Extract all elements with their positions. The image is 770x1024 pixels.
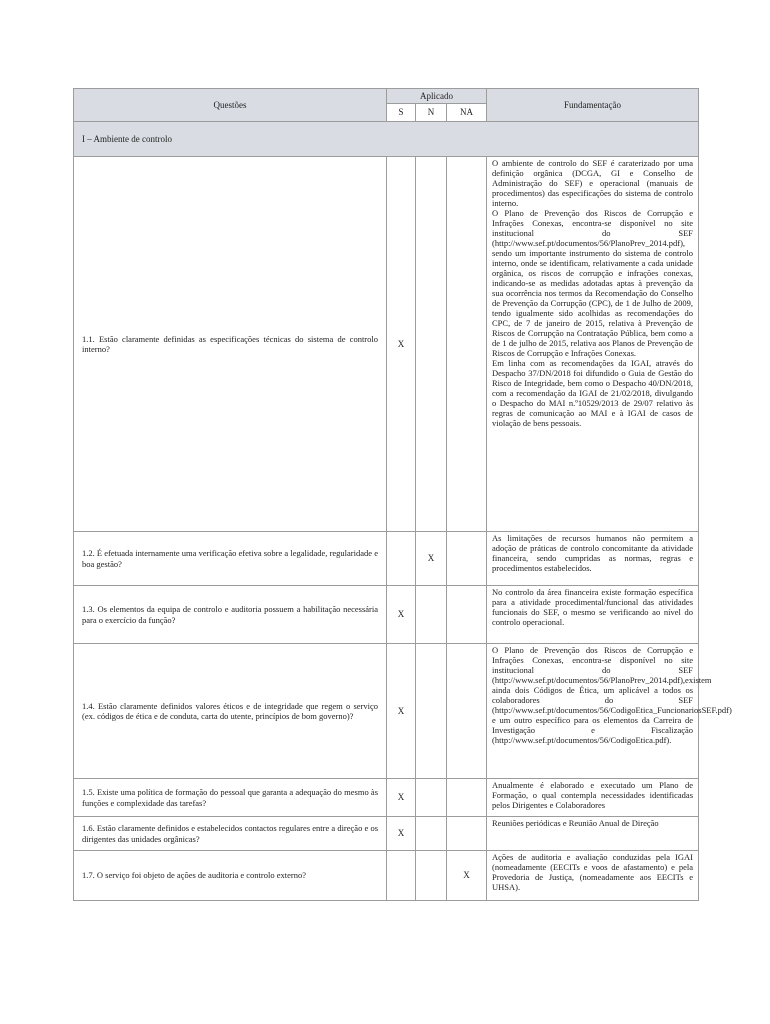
fundamentacao-paragraph: O ambiente de controlo do SEF é caraterizado por uma definição orgânica (DCGA, GI e Conselho de Administração do SEF) e operacional (manuais de procedimentos) das especificações do sistema de controlo interno.	[492, 158, 694, 209]
mark-s: X	[387, 644, 416, 779]
mark-s: X	[387, 779, 416, 817]
table-row	[74, 532, 699, 586]
fundamentacao-cell	[487, 817, 699, 851]
header-s: S	[387, 104, 416, 122]
fundamentacao-cell	[487, 644, 732, 779]
fundamentacao-cell	[487, 532, 699, 586]
question-text: 1.7. O serviço foi objeto de ações de auditoria e controlo externo?	[74, 851, 387, 901]
fundamentacao-cell	[487, 157, 699, 532]
question-text: 1.1. Estão claramente definidas as especificações técnicas do sistema de controlo interno?	[74, 157, 387, 532]
table-row	[74, 851, 699, 901]
header-fundamentacao: Fundamentação	[487, 89, 699, 122]
table-row	[74, 157, 699, 532]
fundamentacao-paragraph: O Plano de Prevenção dos Riscos de Corrupção e Infrações Conexas, encontra-se disponível no site institucional do SEF (http://www.sef.pt/documentos/56/PlanoPrev_2014.pdf), sendo um importante instrumento do sistema de controlo interno, onde se identificam, relativamente a cada unidade orgânica, os riscos de corrupção e infrações conexas, indicando-se as medidas adotadas aptas à prevenção da sua ocorrência nos termos da Recomendação do Conselho de Prevenção da Corrupção (CPC), de 1 de Julho de 2009, tendo igualmente sido acolhidas as recomendações do CPC, de 7 de janeiro de 2015, relativa à Prevenção de Riscos de Corrupção na Contratação Pública, bem como a de 1 de julho de 2015, relativa aos Planos de Prevenção de Riscos de Corrupção e Infrações Conexas.	[492, 208, 694, 359]
mark-na	[447, 157, 487, 532]
mark-na	[447, 532, 487, 586]
mark-n	[416, 157, 447, 532]
header-questoes: Questões	[74, 89, 387, 122]
mark-n	[416, 586, 447, 644]
question-text: 1.5. Existe uma política de formação do pessoal que garanta a adequação do mesmo às funções e complexidade das tarefas?	[74, 779, 387, 817]
mark-n	[416, 779, 447, 817]
mark-n: X	[416, 532, 447, 586]
question-text: 1.2. É efetuada internamente uma verificação efetiva sobre a legalidade, regularidade e boa gestão?	[74, 532, 387, 586]
mark-s	[387, 851, 416, 901]
mark-n	[416, 851, 447, 901]
table-row	[74, 586, 699, 644]
table-row	[74, 779, 699, 817]
checklist-table	[73, 88, 732, 901]
mark-n	[416, 644, 447, 779]
header-na: NA	[447, 104, 487, 122]
mark-s	[387, 532, 416, 586]
header-n: N	[416, 104, 447, 122]
mark-s: X	[387, 817, 416, 851]
mark-s: X	[387, 157, 416, 532]
table-body	[74, 122, 732, 901]
question-text: 1.6. Estão claramente definidos e estabelecidos contactos regulares entre a direção e os dirigentes das unidades orgânicas?	[74, 817, 387, 851]
fundamentacao-paragraph: Reuniões periódicas e Reunião Anual de Direção	[492, 818, 659, 828]
mark-s: X	[387, 586, 416, 644]
mark-na	[447, 779, 487, 817]
header-aplicado: Aplicado	[387, 89, 487, 104]
fundamentacao-cell	[487, 779, 699, 817]
question-text: 1.4. Estão claramente definidos valores éticos e de integridade que regem o serviço (ex. códigos de ética e de conduta, carta do utente, princípios de bom governo)?	[74, 644, 387, 779]
mark-na: X	[447, 851, 487, 901]
mark-na	[447, 586, 487, 644]
fundamentacao-paragraph: Em linha com as recomendações da IGAI, através do Despacho 37/DN/2018 foi difundido o Guia de Gestão do Risco de Integridade, bem como o Despacho 40/DN/2018, com a recomendação da IGAI de 21/02/2018, divulgando o Despacho do MAI n.º10529/2013 de 29/07 relativo às regras de comunicação ao MAI e à IGAI de casos de violação de bens pessoais.	[492, 358, 694, 429]
section-title: I – Ambiente de controlo	[74, 122, 699, 157]
fundamentacao-paragraph: O Plano de Prevenção dos Riscos de Corrupção e Infrações Conexas, encontra-se disponível no site institucional do SEF (http://www.sef.pt/documentos/56/PlanoPrev_2014.pdf),existem ainda dois Códigos de Ética, um aplicável a todos os colaboradores do SEF (http://www.sef.pt/documentos/56/CodigoEtica_FuncionariosSEF.pdf) e um outro específico para os elementos da Carreira de Investigação e Fiscalização (http://www.sef.pt/documentos/56/CodigoEtica.pdf).	[492, 645, 732, 746]
fundamentacao-cell	[487, 586, 699, 644]
fundamentacao-paragraph: Anualmente é elaborado e executado um Plano de Formação, o qual contempla necessidades identificadas pelos Dirigentes e Colaboradores	[492, 780, 694, 811]
table-row	[74, 817, 699, 851]
question-text: 1.3. Os elementos da equipa de controlo e auditoria possuem a habilitação necessária para o exercício da função?	[74, 586, 387, 644]
fundamentacao-paragraph: No controlo da área financeira existe formação específica para a atividade procedimental/funcional das atividades funcionais do SEF, o mesmo se verificando ao nível do controlo operacional.	[492, 587, 694, 628]
table-row	[74, 644, 699, 779]
mark-na	[447, 817, 487, 851]
mark-n	[416, 817, 447, 851]
mark-na	[447, 644, 487, 779]
fundamentacao-paragraph: As limitações de recursos humanos não permitem a adoção de práticas de controlo concomitante da atividade financeira, sendo cumpridas as normas, regras e procedimentos estabelecidos.	[492, 533, 694, 574]
fundamentacao-paragraph: Ações de auditoria e avaliação conduzidas pela IGAI (nomeadamente (EECITs e voos de afastamento) e pela Provedoria de Justiça, (nomeadamente aos EECITs e UHSA).	[492, 852, 694, 893]
fundamentacao-cell	[487, 851, 699, 901]
